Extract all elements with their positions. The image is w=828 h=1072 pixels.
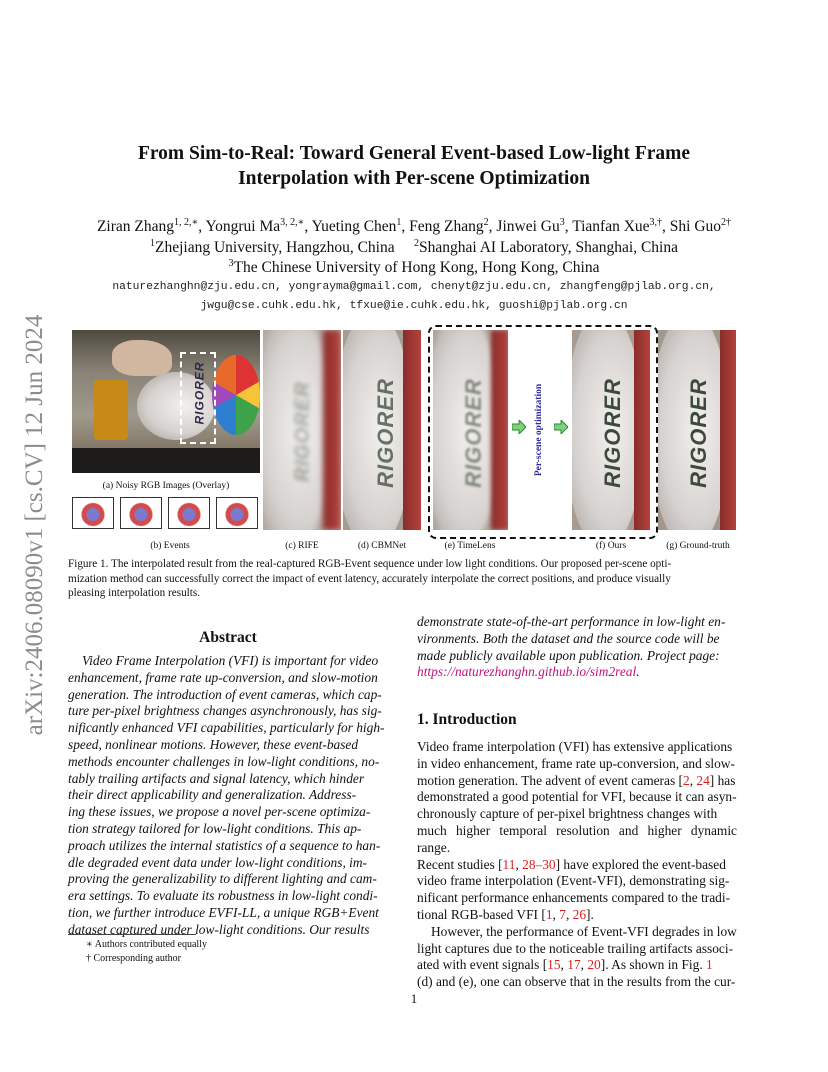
abstract-heading: Abstract [199, 629, 257, 646]
citation-link[interactable]: 17 [567, 957, 581, 973]
footnote-rule [68, 934, 196, 935]
per-scene-optimization-label: Per-scene optimization [534, 383, 544, 477]
citation-link[interactable]: 15 [547, 957, 561, 973]
paper-title: From Sim-to-Real: Toward General Event-based Low-light Frame Interpolation with Per-scene Optimization [137, 143, 691, 189]
figure-caption: Figure 1. The interpolated result from the real-captured RGB-Event sequence under low light conditions. Our proposed per-scene opti- mization method can successfully correct the impact of event latency, accurately interpolate the correct positions, and produce visually pleasing interpolation results. [68, 558, 672, 599]
citation-link[interactable]: 2 [682, 772, 690, 788]
ground-truth-image: RIGORER [658, 330, 736, 530]
event-thumbnails [72, 497, 258, 531]
citation-link[interactable]: 1 [545, 906, 553, 922]
footnote-corresponding: † Corresponding author [86, 953, 181, 964]
subcaption-b: (b) Events [150, 541, 190, 551]
subcaption-g: (g) Ground-truth [666, 541, 730, 551]
rife-result-image: RIGORER [263, 330, 341, 530]
emails-line-1: naturezhanghn@zju.edu.cn, yongrayma@gmail.com, chenyt@zju.edu.cn, zhangfeng@pjlab.org.cn, [112, 281, 716, 293]
citation-link[interactable]: 20 [587, 957, 601, 973]
arxiv-stamp [10, 290, 60, 760]
author-list: Ziran Zhang$^{1, 2,∗}$, Yongrui $Ma^{3, 2,∗}$, Yueting Chen$^1$, Feng Zhang$^2$, Jinwei Gu$^3$, Tianfan Xue$^{3,\dagger}$, Shi Guo$^{2\dagger}$ [96, 217, 732, 236]
abstract-continued: demonstrate state-of-the-art performance in low-light en- vironments. Both the dataset and the source code will be made publicly available upon publication. Project page: https://naturezhanghn.github.io/sim2real. [417, 614, 726, 680]
subcaption-c: (c) RIFE [285, 541, 319, 551]
introduction-body: Video frame interpolation (VFI) has extensive applications in video enhancement, frame rate up-conversion, and slow- motion generation. The advent of event cameras [2, 24] has demonstrated a good potential for VFI, because it can asyn- chronously capture of per-pixel brightness changes with much higher temporal resolution and higher dynamic range. Recent studies [11, 28–30] have explored the event-based video frame interpolation (Event-VFI), demonstrating sig- nificant performance enhancements compared to the tradi- tional RGB-based VFI [1, 7, 26]. However, the performance of Event-VFI degrades in low light captures due to the noticeable trailing artifacts associ- ated with event signals [15, 17, 20]. As shown in Fig. 1 (d) and (e), one can observe that in the results from the cur- [417, 739, 737, 990]
subcaption-f: (f) Ours [595, 541, 627, 551]
ours-result-image: RIGORER [572, 330, 650, 530]
project-page-link[interactable]: https://naturezhanghn.github.io/sim2real [417, 664, 637, 680]
page-number: 1 [410, 991, 418, 1006]
citation-link[interactable]: 24 [696, 772, 710, 788]
footnote-equal: ∗ Authors contributed equally [86, 939, 207, 950]
citation-link[interactable]: 26 [572, 906, 587, 922]
introduction-heading: 1. Introduction [417, 711, 517, 728]
subcaption-d: (d) CBMNet [357, 541, 407, 551]
citation-link[interactable]: 7 [559, 906, 566, 922]
timelens-result-image: RIGORER [433, 330, 508, 530]
figure-link[interactable]: 1 [706, 957, 713, 973]
cbmnet-result-image: RIGORER [343, 330, 421, 530]
citation-link[interactable]: 11 [502, 856, 516, 872]
comparison-highlight-box [428, 325, 658, 539]
abstract-body: Video Frame Interpolation (VFI) is important for video enhancement, frame rate up-conversion, and slow-motion generation. The introduction of event cameras, which cap- ture per-pixel brightness changes asynchronously, has sig- nificantly enhanced VFI capabilities, particularly for high- speed, nonlinear motions. However, these event-based methods encounter challenges in low-light conditions, no- tably trailing artifacts and signal latency, which hinder their direct applicability and generalization. Address- ing these issues, we propose a novel per-scene optimiza- tion strategy tailored for low-light conditions. This ap- proach utilizes the internal statistics of a sequence to han- dle degraded event data under low-light conditions, im- proving the generalizability to different lighting and cam- era settings. To evaluate its robustness in low-light condi- tion, we further introduce EVFI-LL, a unique RGB+Event dataset captured under low-light conditions. Our results [68, 653, 385, 937]
affiliations-row-1: $^1$Zhejiang University, Hangzhou, China $^2$Shanghai AI Laboratory, Shanghai, China [150, 238, 678, 257]
subcaption-e: (e) TimeLens [444, 541, 496, 551]
affiliations-row-2: $^3$The Chinese University of Hong Kong, Hong Kong, China [228, 258, 600, 277]
citation-link[interactable]: 28–30 [522, 856, 556, 872]
arxiv-stamp-text: arXiv:2406.08090v1 [cs.CV] 12 Jun 2024 [21, 314, 48, 736]
subcaption-a: (a) Noisy RGB Images (Overlay) [102, 481, 230, 491]
emails-line-2: jwgu@cse.cuhk.edu.hk, tfxue@ie.cuhk.edu.hk, guoshi@pjlab.org.cn [200, 300, 628, 312]
figure-1 [70, 325, 740, 555]
noisy-rgb-overlay-image: RIGORER [72, 330, 260, 473]
